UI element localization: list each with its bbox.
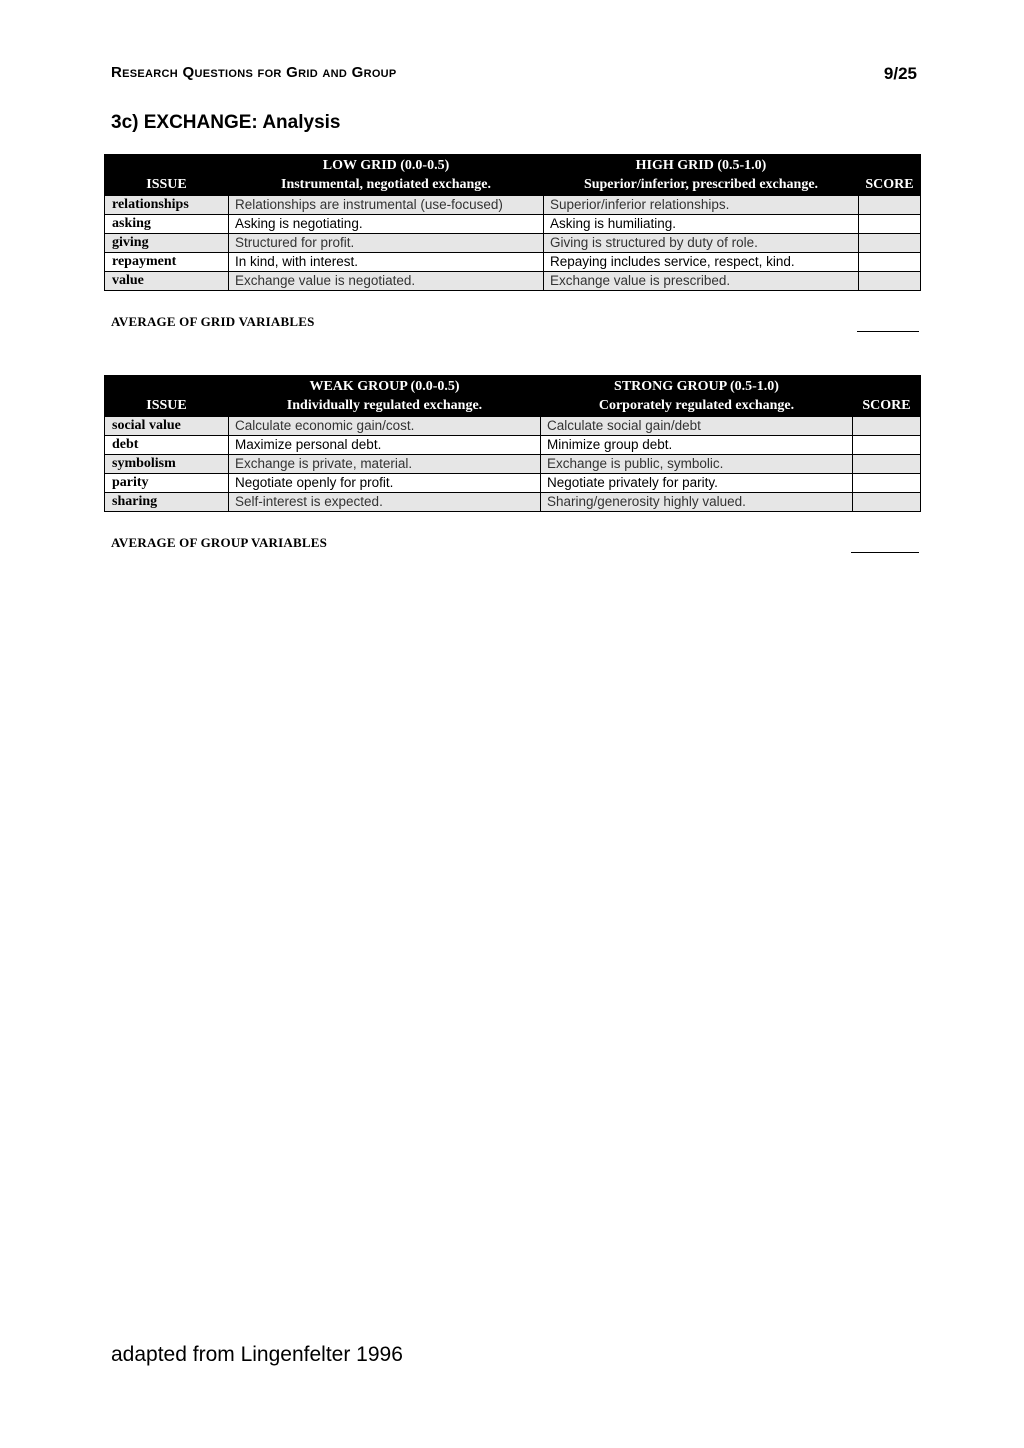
strong-group-subtitle: Corporately regulated exchange. xyxy=(598,398,795,413)
issue-cell: sharing xyxy=(105,493,229,512)
high-grid-title: HIGH GRID (0.5-1.0) xyxy=(635,158,767,173)
score-cell[interactable] xyxy=(859,234,921,253)
group-analysis-table xyxy=(104,375,921,512)
table-row xyxy=(105,272,921,291)
page-header xyxy=(111,64,917,88)
low-grid-cell: Relationships are instrumental (use-focused) xyxy=(229,196,544,215)
table-row xyxy=(105,234,921,253)
high-grid-cell: Giving is structured by duty of role. xyxy=(544,234,859,253)
low-grid-cell: Asking is negotiating. xyxy=(229,215,544,234)
score-cell[interactable] xyxy=(853,417,921,436)
score-cell[interactable] xyxy=(859,196,921,215)
weak-group-cell: Calculate economic gain/cost. xyxy=(229,417,541,436)
high-grid-cell: Asking is humiliating. xyxy=(544,215,859,234)
issue-column-header: ISSUE xyxy=(105,155,229,196)
low-grid-cell: Exchange value is negotiated. xyxy=(229,272,544,291)
table-header-row xyxy=(105,155,921,196)
low-grid-column-header xyxy=(229,155,544,196)
strong-group-title: STRONG GROUP (0.5-1.0) xyxy=(614,379,779,394)
low-grid-cell: Structured for profit. xyxy=(229,234,544,253)
low-grid-title: LOW GRID (0.0-0.5) xyxy=(322,158,450,173)
section-title: 3c) EXCHANGE: Analysis xyxy=(111,112,341,133)
score-cell[interactable] xyxy=(859,253,921,272)
high-grid-column-header xyxy=(544,155,859,196)
strong-group-cell: Exchange is public, symbolic. xyxy=(541,455,853,474)
score-cell[interactable] xyxy=(853,455,921,474)
issue-cell: parity xyxy=(105,474,229,493)
grid-analysis-table xyxy=(104,154,921,291)
average-group-blank[interactable] xyxy=(851,552,919,553)
issue-cell: symbolism xyxy=(105,455,229,474)
score-column-header: SCORE xyxy=(859,155,921,196)
strong-group-cell: Minimize group debt. xyxy=(541,436,853,455)
strong-group-cell: Calculate social gain/debt xyxy=(541,417,853,436)
weak-group-subtitle: Individually regulated exchange. xyxy=(286,398,483,413)
issue-cell: asking xyxy=(105,215,229,234)
average-grid-label: AVERAGE OF GRID VARIABLES xyxy=(111,314,315,329)
strong-group-cell: Sharing/generosity highly valued. xyxy=(541,493,853,512)
weak-group-cell: Exchange is private, material. xyxy=(229,455,541,474)
table-row xyxy=(105,253,921,272)
page-number: 9/25 xyxy=(883,64,917,83)
issue-cell: social value xyxy=(105,417,229,436)
weak-group-cell: Self-interest is expected. xyxy=(229,493,541,512)
issue-cell: giving xyxy=(105,234,229,253)
table-row xyxy=(105,417,921,436)
high-grid-cell: Superior/inferior relationships. xyxy=(544,196,859,215)
high-grid-cell: Repaying includes service, respect, kind. xyxy=(544,253,859,272)
score-cell[interactable] xyxy=(859,272,921,291)
table-row xyxy=(105,436,921,455)
low-grid-cell: In kind, with interest. xyxy=(229,253,544,272)
table-row xyxy=(105,493,921,512)
table-row xyxy=(105,455,921,474)
issue-cell: relationships xyxy=(105,196,229,215)
issue-cell: value xyxy=(105,272,229,291)
table-row xyxy=(105,215,921,234)
table-row xyxy=(105,196,921,215)
weak-group-cell: Maximize personal debt. xyxy=(229,436,541,455)
weak-group-cell: Negotiate openly for profit. xyxy=(229,474,541,493)
average-group-label: AVERAGE OF GROUP VARIABLES xyxy=(111,535,328,550)
score-cell[interactable] xyxy=(859,215,921,234)
footer-citation: adapted from Lingenfelter 1996 xyxy=(111,1343,403,1366)
score-column-header: SCORE xyxy=(853,376,921,417)
score-cell[interactable] xyxy=(853,474,921,493)
strong-group-column-header xyxy=(541,376,853,417)
table-header-row xyxy=(105,376,921,417)
weak-group-column-header xyxy=(229,376,541,417)
issue-cell: repayment xyxy=(105,253,229,272)
weak-group-title: WEAK GROUP (0.0-0.5) xyxy=(309,379,460,394)
average-grid-blank[interactable] xyxy=(857,331,919,332)
score-cell[interactable] xyxy=(853,436,921,455)
low-grid-subtitle: Instrumental, negotiated exchange. xyxy=(281,177,491,192)
issue-cell: debt xyxy=(105,436,229,455)
high-grid-subtitle: Superior/inferior, prescribed exchange. xyxy=(583,177,819,192)
high-grid-cell: Exchange value is prescribed. xyxy=(544,272,859,291)
table-row xyxy=(105,474,921,493)
score-cell[interactable] xyxy=(853,493,921,512)
document-title: Research Questions for Grid and Group xyxy=(111,64,397,81)
issue-column-header: ISSUE xyxy=(105,376,229,417)
strong-group-cell: Negotiate privately for parity. xyxy=(541,474,853,493)
